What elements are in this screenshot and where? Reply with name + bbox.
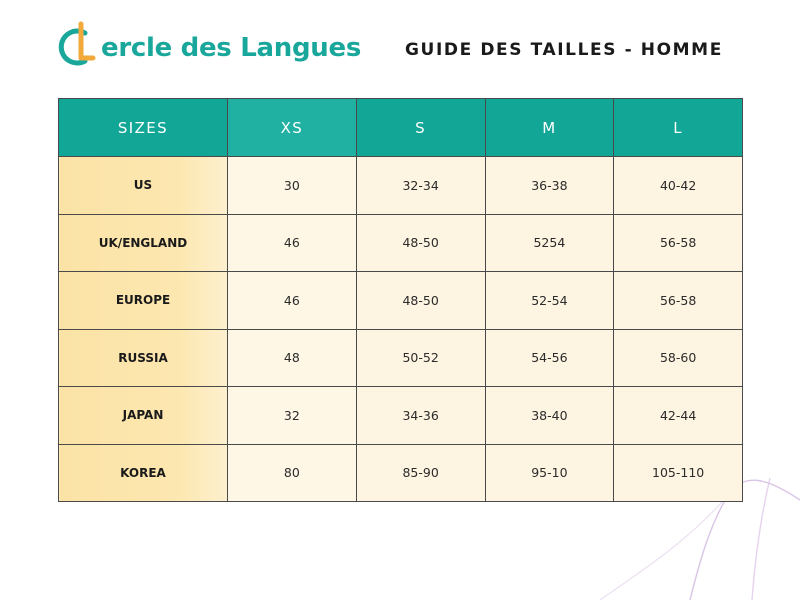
table-cell: 54-56	[485, 329, 614, 387]
row-label-russia: RUSSIA	[59, 329, 228, 387]
table-cell: 105-110	[614, 444, 743, 502]
table-cell: 36-38	[485, 157, 614, 215]
column-header-s: S	[356, 99, 485, 157]
table-cell: 48-50	[356, 214, 485, 272]
table-header-row	[59, 99, 743, 157]
table-cell: 32	[228, 387, 357, 445]
table-row-europe	[59, 272, 743, 330]
table-cell: 30	[228, 157, 357, 215]
table-cell: 46	[228, 272, 357, 330]
table-cell: 48	[228, 329, 357, 387]
row-label-us: US	[59, 157, 228, 215]
table-cell: 46	[228, 214, 357, 272]
row-label-japan: JAPAN	[59, 387, 228, 445]
table-cell: 56-58	[614, 272, 743, 330]
column-header-xs: XS	[228, 99, 357, 157]
table-cell: 48-50	[356, 272, 485, 330]
row-label-europe: EUROPE	[59, 272, 228, 330]
brand-logo	[58, 20, 361, 72]
column-header-sizes: SIZES	[59, 99, 228, 157]
brand-name: ercle des Langues	[101, 33, 361, 63]
table-cell: 42-44	[614, 387, 743, 445]
table-row-russia	[59, 329, 743, 387]
table-row-us	[59, 157, 743, 215]
column-header-m: M	[485, 99, 614, 157]
table-cell: 50-52	[356, 329, 485, 387]
page-title: GUIDE DES TAILLES - HOMME	[405, 40, 723, 60]
table-cell: 56-58	[614, 214, 743, 272]
table-cell: 80	[228, 444, 357, 502]
row-label-uk: UK/ENGLAND	[59, 214, 228, 272]
table-cell: 52-54	[485, 272, 614, 330]
size-guide-table	[58, 98, 743, 502]
logo-mark-icon	[58, 20, 100, 72]
table-row-korea	[59, 444, 743, 502]
column-header-l: L	[614, 99, 743, 157]
table-cell: 5254	[485, 214, 614, 272]
table-cell: 85-90	[356, 444, 485, 502]
table-cell: 58-60	[614, 329, 743, 387]
table-row-japan	[59, 387, 743, 445]
table-cell: 40-42	[614, 157, 743, 215]
table-row-uk	[59, 214, 743, 272]
row-label-korea: KOREA	[59, 444, 228, 502]
table-cell: 95-10	[485, 444, 614, 502]
table-cell: 32-34	[356, 157, 485, 215]
table-cell: 34-36	[356, 387, 485, 445]
table-cell: 38-40	[485, 387, 614, 445]
